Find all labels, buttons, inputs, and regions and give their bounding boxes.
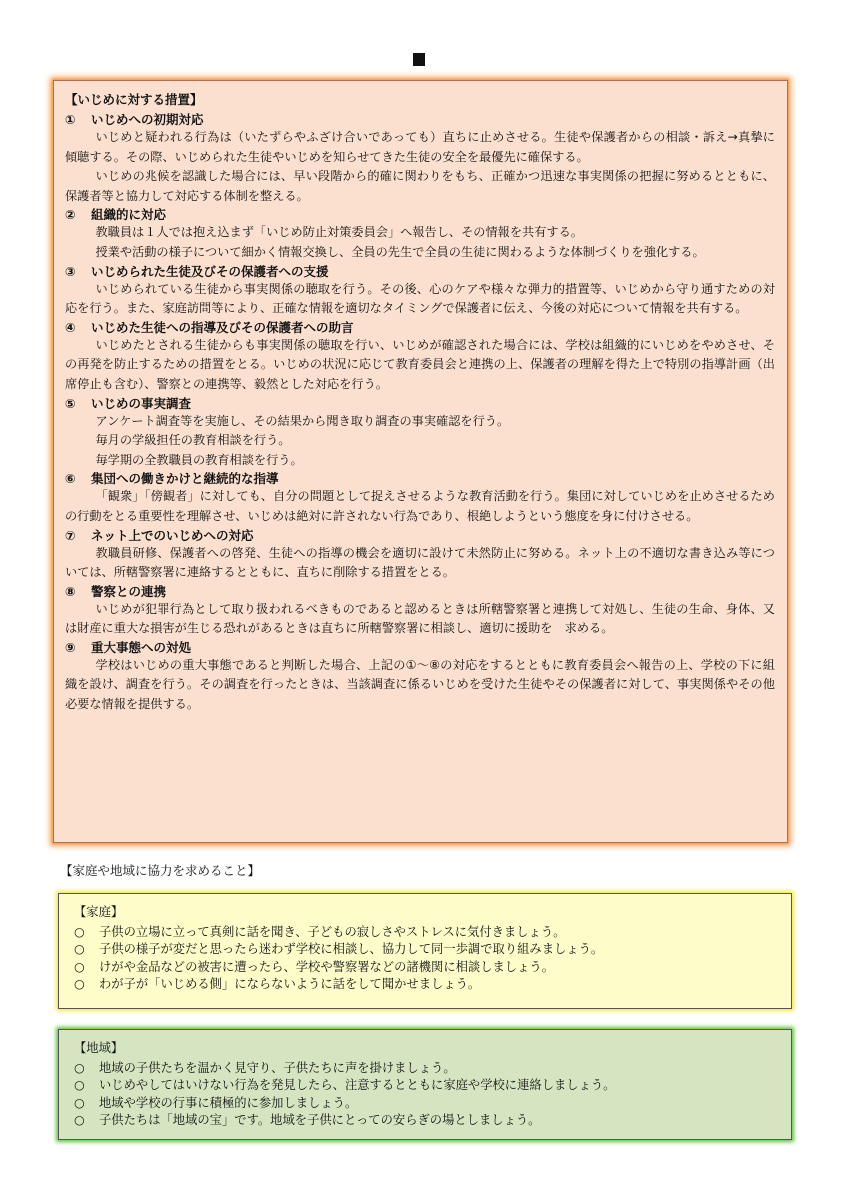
bullying-measures-box xyxy=(53,80,788,843)
section-paragraph: いじめが犯罪行為として取り扱われるべきものであると認めるときは所轄警察署と連携して対処し、生徒の生命、身体、又は財産に重大な損害が生じる恐れがあるときは直ちに所轄警察署に相談し、適切に援助を 求める。 xyxy=(65,601,775,636)
request-cooperation-title: 【家庭や地域に協力を求めること】 xyxy=(60,863,261,878)
item-text: 子供たちは「地域の宝」です。地域を子供にとっての安らぎの場としましょう。 xyxy=(99,1113,541,1127)
circle-bullet: ○ xyxy=(74,924,85,939)
section-paragraph: 教職員研修、保護者への啓発、生徒への指導の機会を適切に設けて未然防止に努める。ネット上の不適切な書き込み等については、所轄警察署に連絡するとともに、直ちに削除する措置をとる。 xyxy=(65,545,775,580)
section-number: ⑤ xyxy=(65,395,76,411)
section-number: ⑦ xyxy=(65,527,76,543)
section-title: いじめられた生徒及びその保護者への支援 xyxy=(91,263,329,279)
section-victim-support xyxy=(65,263,775,319)
section-paragraph: いじめの兆候を認識した場合には、早い段階から的確に関わりをもち、正確かつ迅速な事実関係の把握に努めるとともに、保護者等と協力して対応する体制を整える。 xyxy=(65,169,775,203)
item-text: いじめやしてはいけない行為を発見したら、注意するとともに家庭や学校に連絡しましょう。 xyxy=(99,1078,616,1092)
section-serious-situation xyxy=(65,639,775,715)
section-paragraph: 授業や活動の様子について細かく情報交換し、全員の先生で全員の生徒に関わるような体制づくりを強化する。 xyxy=(95,244,705,259)
family-heading: 【家庭】 xyxy=(74,905,124,919)
section-number: ③ xyxy=(65,263,76,279)
section-title: 集団への働きかけと継続的な指導 xyxy=(91,471,279,487)
section-paragraph: いじめられている生徒から事実関係の聴取を行う。その後、心のケアや様々な弾力的措置等、いじめから守り通すための対応を行う。また、家庭訪問等により、正確な情報を適切なタイミングで保護者に伝え、今後の対応について情報を共有する。 xyxy=(65,281,775,316)
list-item xyxy=(74,959,777,977)
section-number: ⑥ xyxy=(65,471,76,487)
list-item xyxy=(74,1077,777,1095)
section-heading xyxy=(65,470,775,487)
section-number: ⑧ xyxy=(65,583,76,599)
section-title: いじめへの初期対応 xyxy=(91,112,204,127)
list-item xyxy=(74,976,777,994)
section-title: いじめた生徒への指導及びその保護者への助言 xyxy=(91,319,354,335)
list-item xyxy=(74,1060,777,1078)
item-text: わが子が「いじめる側」にならないように話をして聞かせましょう。 xyxy=(99,977,481,991)
circle-bullet: ○ xyxy=(74,959,85,974)
circle-bullet: ○ xyxy=(74,1060,85,1075)
section-paragraph: 毎学期の全教職員の教育相談を行う。 xyxy=(95,452,303,467)
section-heading xyxy=(65,583,775,600)
section-heading xyxy=(65,111,775,128)
section-heading xyxy=(65,263,775,280)
family-box xyxy=(58,893,792,1009)
section-paragraph: いじめたとされる生徒からも事実関係の聴取を行い、いじめが確認された場合には、学校は組織的にいじめをやめさせ、その再発を防止するための措置をとる。いじめの状況に応じて教育委員会と連携の上、保護者の理解を得た上で特別の指導計画（出席停止も含む）、警察との連携等、毅然とした対応を行う。 xyxy=(65,337,775,391)
section-initial-response xyxy=(65,111,775,206)
section-number: ② xyxy=(65,207,76,223)
section-police-cooperation xyxy=(65,583,775,639)
item-text: けがや金品などの被害に遭ったら、学校や警察署などの諸機関に相談しましょう。 xyxy=(99,959,554,974)
section-heading xyxy=(65,639,775,656)
item-text: 子供の立場に立って真剣に話を聞き、子どもの寂しさやストレスに気付きましょう。 xyxy=(99,924,566,939)
item-text: 子供の様子が変だと思ったら迷わず学校に相談し、協力して同一歩調で取り組みましょう。 xyxy=(99,942,604,956)
section-paragraph: 毎月の学級担任の教育相談を行う。 xyxy=(95,433,291,448)
section-title: 警察との連携 xyxy=(91,583,167,599)
item-text: 地域の子供たちを温かく見守り、子供たちに声を掛けましょう。 xyxy=(99,1060,456,1075)
black-square-mark xyxy=(413,53,425,66)
circle-bullet: ○ xyxy=(74,1078,85,1092)
circle-bullet: ○ xyxy=(74,1113,85,1127)
circle-bullet: ○ xyxy=(74,942,85,956)
section-heading xyxy=(65,527,775,544)
section-heading xyxy=(65,395,775,412)
section-number: ① xyxy=(65,112,76,127)
list-item xyxy=(74,1112,777,1130)
section-title: いじめの事実調査 xyxy=(91,395,192,411)
section-online-bullying xyxy=(65,527,775,583)
section-title: ネット上でのいじめへの対応 xyxy=(91,527,254,543)
section-heading xyxy=(65,206,775,223)
list-item xyxy=(74,941,777,959)
section-heading xyxy=(65,319,775,336)
list-item xyxy=(74,924,777,942)
circle-bullet: ○ xyxy=(74,1095,85,1110)
circle-bullet: ○ xyxy=(74,977,85,991)
section-title: 重大事態への対処 xyxy=(91,639,192,655)
item-text: 地域や学校の行事に積極的に参加しましょう。 xyxy=(99,1095,358,1110)
community-box xyxy=(58,1029,792,1140)
section-group-approach xyxy=(65,470,775,526)
section-paragraph: 「観衆」「傍観者」に対しても、自分の問題として捉えさせるような教育活動を行う。集団に対していじめを止めさせるための行動をとる重要性を理解させ、いじめは絶対に許されない行為であり、根絶しようという態度を身に付けさせる。 xyxy=(65,489,775,523)
section-number: ④ xyxy=(65,319,76,335)
section-organizational-response xyxy=(65,206,775,262)
section-paragraph: いじめと疑われる行為は（いたずらやふざけ合いであっても）直ちに止めさせる。生徒や保護者からの相談・訴え→真摯に傾聴する。その際、いじめられた生徒やいじめを知らせてきた生徒の安全を最優先に確保する。 xyxy=(65,130,775,164)
list-item xyxy=(74,1095,777,1113)
section-paragraph: 教職員は１人では抱え込まず「いじめ防止対策委員会」へ報告し、その情報を共有する。 xyxy=(95,225,583,240)
section-number: ⑨ xyxy=(65,639,76,655)
section-title: 組織的に対応 xyxy=(91,207,167,223)
section-perpetrator-guidance xyxy=(65,319,775,395)
measures-title: 【いじめに対する措置】 xyxy=(65,92,203,107)
community-heading: 【地域】 xyxy=(74,1041,124,1055)
section-paragraph: 学校はいじめの重大事態であると判断した場合、上記の①～⑧の対応をするとともに教育委員会へ報告の上、学校の下に組織を設け、調査を行う。その調査を行ったときは、当該調査に係るいじめを受けた生徒やその保護者に対して、事実関係やその他必要な情報を提供する。 xyxy=(65,657,775,712)
section-fact-investigation xyxy=(65,395,775,471)
section-paragraph: アンケート調査等を実施し、その結果から聞き取り調査の事実確認を行う。 xyxy=(95,413,510,428)
